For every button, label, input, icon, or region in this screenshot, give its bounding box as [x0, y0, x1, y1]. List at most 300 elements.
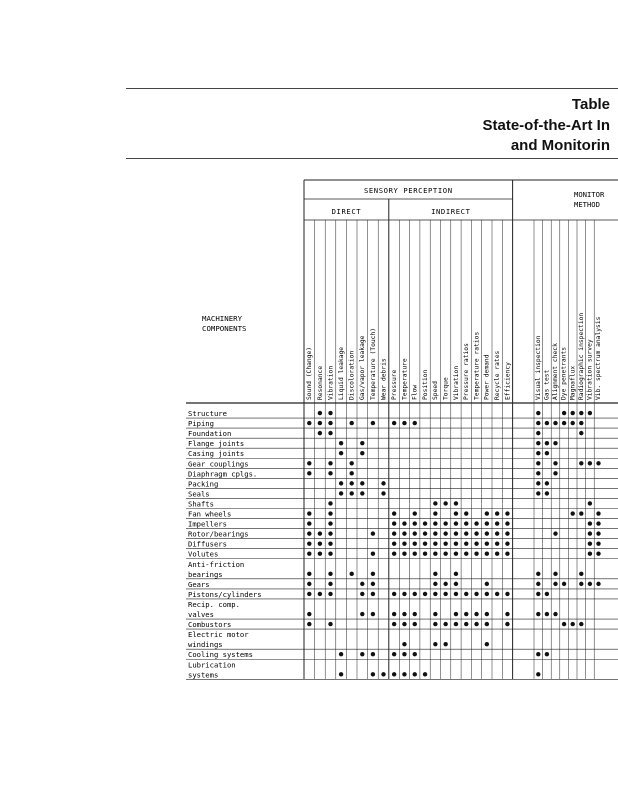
row-dot-indirect: [402, 521, 406, 525]
monitor-column-header: Visual inspection: [534, 335, 542, 400]
row-dot-direct: [307, 622, 311, 626]
row-dot-direct: [350, 491, 354, 495]
row-dot-indirect: [433, 541, 437, 545]
row-dot-indirect: [474, 552, 478, 556]
row-dot-indirect: [402, 541, 406, 545]
row-dot-indirect: [423, 531, 427, 535]
row-dot-monitor: [545, 441, 549, 445]
row-dot-direct: [307, 531, 311, 535]
row-dot-indirect: [443, 501, 447, 505]
row-dot-monitor: [536, 421, 540, 425]
row-dot-indirect: [433, 612, 437, 616]
row-dot-direct: [328, 582, 332, 586]
row-label: Rotor/bearings: [188, 529, 249, 539]
row-dot-direct: [371, 531, 375, 535]
table-title: Table: [571, 96, 610, 113]
row-dot-direct: [371, 592, 375, 596]
row-dot-direct: [328, 431, 332, 435]
row-dot-indirect: [423, 552, 427, 556]
row-dot-direct: [307, 471, 311, 475]
row-dot-indirect: [413, 672, 417, 676]
row-dot-indirect: [454, 572, 458, 576]
row-dot-direct: [318, 431, 322, 435]
row-label: Piping: [188, 419, 214, 429]
row-dot-indirect: [454, 541, 458, 545]
row-dot-indirect: [443, 521, 447, 525]
row-dot-direct: [307, 461, 311, 465]
row-dot-indirect: [505, 531, 509, 535]
row-label: Seals: [188, 489, 210, 499]
row-dot-monitor: [562, 411, 566, 415]
direct-column-header: Vibration: [327, 365, 335, 400]
row-dot-indirect: [392, 421, 396, 425]
row-dot-direct: [328, 541, 332, 545]
row-dot-monitor: [553, 531, 557, 535]
row-label: Volutes: [188, 549, 219, 559]
row-label-continued: valves: [188, 610, 214, 619]
table-subtitle-2: and Monitorin: [510, 137, 610, 154]
row-dot-monitor: [579, 461, 583, 465]
row-dot-monitor: [553, 421, 557, 425]
row-dot-direct: [371, 672, 375, 676]
row-dot-indirect: [392, 552, 396, 556]
row-dot-monitor: [536, 672, 540, 676]
row-dot-direct: [339, 652, 343, 656]
row-dot-indirect: [392, 622, 396, 626]
row-dot-indirect: [413, 511, 417, 515]
row-label: Cooling systems: [188, 650, 253, 660]
row-dot-direct: [318, 531, 322, 535]
row-dot-indirect: [402, 612, 406, 616]
row-dot-direct: [318, 541, 322, 545]
row-dot-indirect: [474, 521, 478, 525]
monitor-column-header: Magnaflux: [569, 365, 577, 400]
row-dot-direct: [371, 582, 375, 586]
row-dot-indirect: [392, 511, 396, 515]
row-dot-indirect: [423, 592, 427, 596]
table-subtitle-1: State-of-the-Art In: [482, 117, 610, 134]
row-dot-indirect: [402, 421, 406, 425]
row-dot-direct: [371, 612, 375, 616]
row-dot-indirect: [433, 531, 437, 535]
row-dot-direct: [318, 411, 322, 415]
row-dot-direct: [381, 491, 385, 495]
row-dot-indirect: [485, 521, 489, 525]
row-dot-monitor: [536, 592, 540, 596]
row-dot-indirect: [392, 592, 396, 596]
row-dot-direct: [381, 481, 385, 485]
row-dot-indirect: [454, 531, 458, 535]
row-dot-indirect: [443, 642, 447, 646]
row-dot-indirect: [443, 592, 447, 596]
indirect-column-header: Speed: [432, 381, 440, 400]
row-dot-monitor: [545, 451, 549, 455]
row-dot-direct: [328, 411, 332, 415]
direct-column-header: Resonance: [316, 365, 324, 400]
row-dot-indirect: [402, 622, 406, 626]
row-dot-monitor: [596, 552, 600, 556]
row-dot-indirect: [413, 541, 417, 545]
row-dot-indirect: [485, 541, 489, 545]
row-dot-indirect: [485, 622, 489, 626]
row-dot-direct: [328, 501, 332, 505]
row-dot-monitor: [588, 411, 592, 415]
row-dot-monitor: [588, 552, 592, 556]
row-label: Diaphragm cplgs.: [188, 469, 258, 479]
row-dot-monitor: [579, 421, 583, 425]
row-dot-indirect: [392, 672, 396, 676]
row-dot-indirect: [433, 521, 437, 525]
row-dot-monitor: [588, 501, 592, 505]
group-monitor: MONITOR: [574, 190, 605, 199]
row-dot-indirect: [413, 552, 417, 556]
monitor-column-header: Vibration survey: [586, 339, 594, 400]
row-dot-monitor: [579, 582, 583, 586]
row-dot-monitor: [588, 461, 592, 465]
indirect-column-header: Pressure ratios: [463, 343, 471, 400]
row-dot-indirect: [505, 521, 509, 525]
monitor-column-header: Radiographic inspection: [577, 312, 585, 400]
row-dot-direct: [328, 511, 332, 515]
row-dot-monitor: [536, 612, 540, 616]
row-dot-monitor: [571, 622, 575, 626]
row-dot-direct: [371, 552, 375, 556]
row-dot-direct: [360, 582, 364, 586]
monitor-column-header: Dye penetrants: [560, 346, 568, 400]
row-dot-indirect: [464, 622, 468, 626]
row-dot-indirect: [433, 572, 437, 576]
row-dot-indirect: [402, 592, 406, 596]
row-dot-indirect: [413, 531, 417, 535]
row-dot-indirect: [423, 672, 427, 676]
row-dot-indirect: [495, 521, 499, 525]
row-dot-monitor: [536, 411, 540, 415]
row-dot-monitor: [571, 421, 575, 425]
row-dot-indirect: [505, 612, 509, 616]
row-dot-indirect: [392, 521, 396, 525]
row-dot-indirect: [413, 622, 417, 626]
row-dot-monitor: [562, 582, 566, 586]
row-dot-indirect: [485, 552, 489, 556]
row-dot-direct: [307, 552, 311, 556]
row-dot-direct: [307, 572, 311, 576]
monitor-column-header: Vib. spectrum analysis: [595, 316, 603, 400]
row-dot-monitor: [553, 471, 557, 475]
row-dot-indirect: [413, 612, 417, 616]
row-dot-indirect: [454, 521, 458, 525]
row-dot-monitor: [536, 652, 540, 656]
row-dot-indirect: [413, 652, 417, 656]
components-header-line1: MACHINERY: [202, 314, 243, 323]
row-dot-monitor: [579, 511, 583, 515]
row-dot-indirect: [474, 592, 478, 596]
row-dot-indirect: [495, 511, 499, 515]
row-dot-direct: [318, 592, 322, 596]
row-dot-indirect: [474, 541, 478, 545]
row-dot-monitor: [596, 511, 600, 515]
indirect-column-header: Position: [421, 369, 429, 400]
row-dot-direct: [307, 541, 311, 545]
row-dot-monitor: [536, 491, 540, 495]
row-dot-indirect: [392, 531, 396, 535]
indirect-column-header: Recycle rates: [494, 350, 501, 400]
row-dot-indirect: [454, 501, 458, 505]
row-dot-indirect: [464, 592, 468, 596]
row-dot-indirect: [464, 612, 468, 616]
indirect-column-header: Pressure: [391, 369, 398, 400]
row-dot-indirect: [454, 582, 458, 586]
indirect-column-header: Torque: [442, 377, 450, 400]
row-dot-monitor: [545, 652, 549, 656]
row-dot-indirect: [464, 541, 468, 545]
row-dot-indirect: [433, 642, 437, 646]
row-dot-direct: [328, 471, 332, 475]
group-method: METHOD: [574, 200, 600, 209]
row-label: Lubrication: [188, 660, 236, 670]
row-dot-monitor: [536, 582, 540, 586]
row-dot-monitor: [536, 481, 540, 485]
row-dot-direct: [307, 521, 311, 525]
direct-column-header: Gas/vapor leakage: [359, 335, 367, 400]
row-label: Casing joints: [188, 449, 245, 459]
row-dot-monitor: [571, 511, 575, 515]
row-dot-indirect: [505, 552, 509, 556]
row-dot-monitor: [579, 411, 583, 415]
row-dot-direct: [307, 511, 311, 515]
row-dot-indirect: [464, 521, 468, 525]
row-dot-indirect: [495, 592, 499, 596]
indirect-column-header: Temperature ratios: [473, 331, 481, 400]
row-dot-direct: [307, 421, 311, 425]
row-dot-direct: [350, 421, 354, 425]
row-dot-indirect: [413, 421, 417, 425]
components-header-line2: COMPONENTS: [202, 324, 247, 333]
row-dot-indirect: [464, 552, 468, 556]
row-label: Gears: [188, 579, 210, 589]
row-dot-indirect: [454, 511, 458, 515]
indirect-column-header: Efficiency: [504, 362, 512, 400]
row-dot-direct: [350, 572, 354, 576]
row-dot-indirect: [402, 642, 406, 646]
row-label: Electric motor: [188, 630, 249, 640]
row-dot-indirect: [433, 552, 437, 556]
row-dot-direct: [339, 451, 343, 455]
row-dot-indirect: [443, 552, 447, 556]
row-dot-indirect: [454, 552, 458, 556]
row-dot-monitor: [545, 421, 549, 425]
row-dot-monitor: [596, 582, 600, 586]
row-dot-indirect: [402, 672, 406, 676]
row-dot-indirect: [495, 541, 499, 545]
row-dot-indirect: [423, 541, 427, 545]
row-dot-indirect: [454, 612, 458, 616]
row-dot-indirect: [485, 592, 489, 596]
row-dot-monitor: [553, 612, 557, 616]
row-dot-direct: [381, 672, 385, 676]
row-dot-indirect: [433, 622, 437, 626]
row-dot-indirect: [443, 541, 447, 545]
row-dot-direct: [318, 552, 322, 556]
row-dot-monitor: [579, 622, 583, 626]
row-dot-monitor: [536, 572, 540, 576]
row-dot-monitor: [536, 461, 540, 465]
row-dot-direct: [339, 441, 343, 445]
row-label: Fan wheels: [188, 509, 232, 519]
direct-column-header: Temperature (Touch): [369, 327, 377, 400]
row-dot-direct: [350, 461, 354, 465]
row-dot-monitor: [596, 461, 600, 465]
row-dot-indirect: [402, 552, 406, 556]
row-dot-direct: [360, 592, 364, 596]
row-label: Recip. comp.: [188, 599, 240, 609]
row-dot-direct: [328, 461, 332, 465]
row-dot-monitor: [553, 461, 557, 465]
row-dot-indirect: [402, 531, 406, 535]
group-sensory-perception: SENSORY PERCEPTION: [363, 186, 453, 195]
row-dot-indirect: [495, 552, 499, 556]
row-dot-direct: [307, 582, 311, 586]
row-dot-indirect: [402, 652, 406, 656]
row-label: Shafts: [188, 499, 214, 509]
row-dot-direct: [350, 471, 354, 475]
row-label: Foundation: [188, 429, 232, 439]
row-dot-monitor: [596, 541, 600, 545]
row-dot-indirect: [392, 541, 396, 545]
row-dot-monitor: [596, 531, 600, 535]
row-dot-monitor: [545, 491, 549, 495]
indirect-column-header: Power demand: [483, 354, 491, 400]
row-dot-direct: [360, 612, 364, 616]
group-indirect: INDIRECT: [431, 207, 471, 216]
row-dot-direct: [328, 531, 332, 535]
row-dot-direct: [371, 572, 375, 576]
row-dot-direct: [328, 421, 332, 425]
row-dot-indirect: [413, 592, 417, 596]
row-dot-monitor: [553, 572, 557, 576]
indirect-column-header: Temperature: [401, 358, 409, 400]
row-dot-indirect: [495, 531, 499, 535]
monitor-column-header: Alignment check: [552, 343, 560, 400]
row-dot-monitor: [545, 612, 549, 616]
row-dot-direct: [360, 652, 364, 656]
row-dot-indirect: [505, 622, 509, 626]
row-dot-monitor: [562, 421, 566, 425]
row-dot-monitor: [536, 441, 540, 445]
row-dot-indirect: [433, 582, 437, 586]
row-dot-direct: [339, 672, 343, 676]
row-dot-indirect: [433, 592, 437, 596]
row-dot-direct: [360, 491, 364, 495]
row-dot-indirect: [392, 652, 396, 656]
direct-column-header: Wear debris: [380, 358, 388, 400]
monitor-column-header: Gas test: [543, 369, 551, 400]
row-dot-indirect: [443, 582, 447, 586]
row-dot-direct: [328, 592, 332, 596]
row-dot-indirect: [443, 622, 447, 626]
row-dot-direct: [350, 481, 354, 485]
row-label: Anti-friction: [188, 559, 245, 569]
row-dot-indirect: [485, 531, 489, 535]
row-dot-monitor: [579, 572, 583, 576]
row-dot-indirect: [464, 511, 468, 515]
row-dot-direct: [328, 572, 332, 576]
row-dot-direct: [371, 652, 375, 656]
row-dot-direct: [360, 441, 364, 445]
row-dot-monitor: [553, 582, 557, 586]
indirect-column-header: Flow: [411, 384, 419, 400]
row-dot-direct: [360, 451, 364, 455]
row-dot-monitor: [596, 521, 600, 525]
row-dot-indirect: [443, 531, 447, 535]
row-dot-monitor: [553, 441, 557, 445]
row-label-continued: systems: [188, 670, 219, 680]
row-dot-indirect: [505, 592, 509, 596]
row-dot-indirect: [474, 612, 478, 616]
row-dot-indirect: [464, 531, 468, 535]
row-dot-indirect: [413, 521, 417, 525]
row-label: Diffusers: [188, 539, 227, 549]
row-dot-indirect: [454, 622, 458, 626]
direct-column-header: Discoloration: [348, 350, 356, 400]
row-dot-direct: [328, 552, 332, 556]
row-dot-indirect: [433, 511, 437, 515]
row-dot-indirect: [485, 511, 489, 515]
row-dot-monitor: [588, 582, 592, 586]
row-dot-direct: [360, 481, 364, 485]
row-dot-direct: [339, 481, 343, 485]
row-dot-monitor: [545, 481, 549, 485]
row-dot-monitor: [571, 411, 575, 415]
row-dot-indirect: [505, 511, 509, 515]
row-label: Packing: [188, 479, 219, 489]
row-label: Impellers: [188, 519, 227, 529]
row-dot-indirect: [474, 622, 478, 626]
row-dot-monitor: [562, 622, 566, 626]
row-dot-direct: [318, 421, 322, 425]
row-dot-direct: [328, 521, 332, 525]
row-label: Flange joints: [188, 439, 245, 449]
row-dot-indirect: [433, 501, 437, 505]
group-direct: DIRECT: [331, 207, 362, 216]
row-label: Gear couplings: [188, 459, 249, 469]
row-label: Combustors: [188, 620, 232, 630]
indirect-column-header: Vibration: [452, 365, 460, 400]
row-dot-monitor: [588, 541, 592, 545]
row-label: Pistons/cylinders: [188, 589, 262, 599]
row-dot-monitor: [536, 451, 540, 455]
row-dot-indirect: [485, 642, 489, 646]
row-dot-direct: [307, 612, 311, 616]
row-dot-monitor: [588, 531, 592, 535]
row-dot-indirect: [485, 612, 489, 616]
row-dot-indirect: [485, 582, 489, 586]
row-dot-direct: [328, 622, 332, 626]
row-dot-indirect: [505, 541, 509, 545]
row-dot-indirect: [423, 521, 427, 525]
row-dot-direct: [371, 421, 375, 425]
row-dot-monitor: [579, 431, 583, 435]
row-dot-monitor: [545, 592, 549, 596]
row-dot-direct: [307, 592, 311, 596]
direct-column-header: Sound (Change): [306, 346, 314, 400]
row-label-continued: windings: [188, 640, 223, 650]
row-dot-direct: [339, 491, 343, 495]
row-label: Structure: [188, 409, 227, 418]
row-dot-monitor: [536, 431, 540, 435]
row-dot-indirect: [454, 592, 458, 596]
row-label-continued: bearings: [188, 569, 223, 579]
row-dot-indirect: [474, 531, 478, 535]
